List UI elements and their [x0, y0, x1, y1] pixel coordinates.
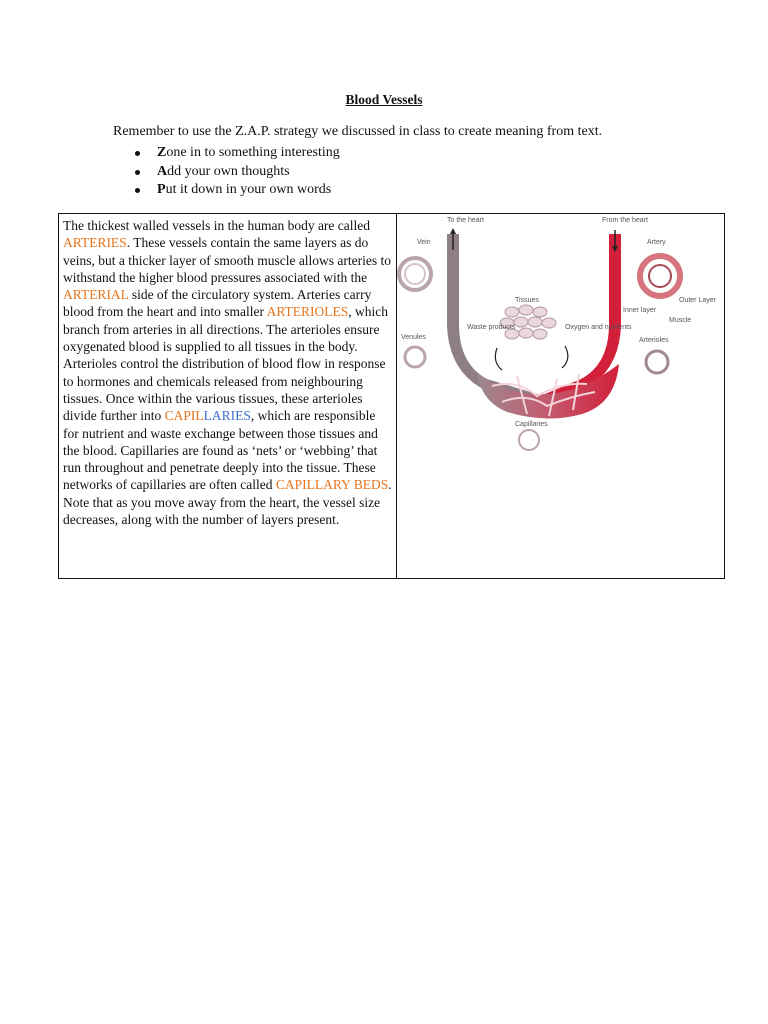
label-vein: Vein: [417, 239, 431, 246]
list-item: Zone in to something interesting: [132, 144, 340, 163]
zap-list: [132, 144, 340, 200]
label-tissues: Tissues: [515, 297, 539, 304]
label-waste: Waste products: [467, 324, 516, 331]
capillary-section-icon: [519, 430, 539, 450]
label-inner-layer: Inner layer: [623, 307, 657, 314]
keyword-capillaries-a: CAPIL: [164, 408, 204, 424]
diagram-svg: [397, 214, 724, 578]
label-from-heart: From the heart: [602, 217, 648, 224]
blood-vessel-diagram: [397, 214, 724, 578]
label-muscle: Muscle: [669, 317, 692, 324]
keyword-capillaries-b: LARIES: [203, 408, 251, 424]
keyword-arteries: ARTERIES: [63, 235, 127, 251]
label-to-heart: To the heart: [447, 217, 484, 224]
label-outer-layer: Outer Layer: [679, 297, 716, 304]
keyword-capillary-beds: CAPILLARY BEDS: [275, 477, 389, 493]
label-oxygen: Oxygen and nutrients: [565, 324, 632, 331]
label-venules: Venules: [401, 334, 426, 341]
venule-section-icon: [405, 347, 425, 367]
arteriole-section-icon: [646, 351, 668, 373]
label-capillaries: Capillaries: [515, 421, 548, 428]
list-item: Put it down in your own words: [132, 181, 340, 200]
keyword-arterial: ARTERIAL: [63, 287, 129, 303]
content-table: [58, 213, 725, 579]
page-title: Blood Vessels: [345, 92, 423, 107]
label-artery: Artery: [647, 239, 666, 246]
label-arterioles: Arterioles: [639, 337, 669, 344]
list-item: Add your own thoughts: [132, 163, 340, 182]
tissue-cluster-icon: [500, 305, 556, 339]
intro-text: Remember to use the Z.A.P. strategy we discussed in class to create meaning from text.: [113, 124, 603, 139]
keyword-arterioles: ARTERIOLES: [266, 304, 349, 320]
passage-cell: The thickest walled vessels in the human body are called ARTERIES. These vessels contain the same layers as do veins, but a thicker layer of smooth muscle allows arteries to withstand the higher blood pressures associated with the ARTERIAL side of the circulatory system. Arteries carry blood from the heart and into smaller ARTERIOLES, which branch from arteries in all directions. The arterioles ensure oxygenated blood is supplied to all tissues in the body. Arterioles control the distribution of blood flow in response to hormones and chemicals released from neighbouring tissues. Once within the various tissues, these arterioles divide further into CAPILLARIES, which are responsible for nutrient and waste exchange between those tissues and the blood. Capillaries are found as ‘nets’ or ‘webbing’ that run throughout and penetrate deeply into the tissue. These networks of capillaries are often called CAPILLARY BEDS. Note that as you move away from the heart, the vessel size decreases, along with the number of layers present.: [59, 214, 397, 578]
